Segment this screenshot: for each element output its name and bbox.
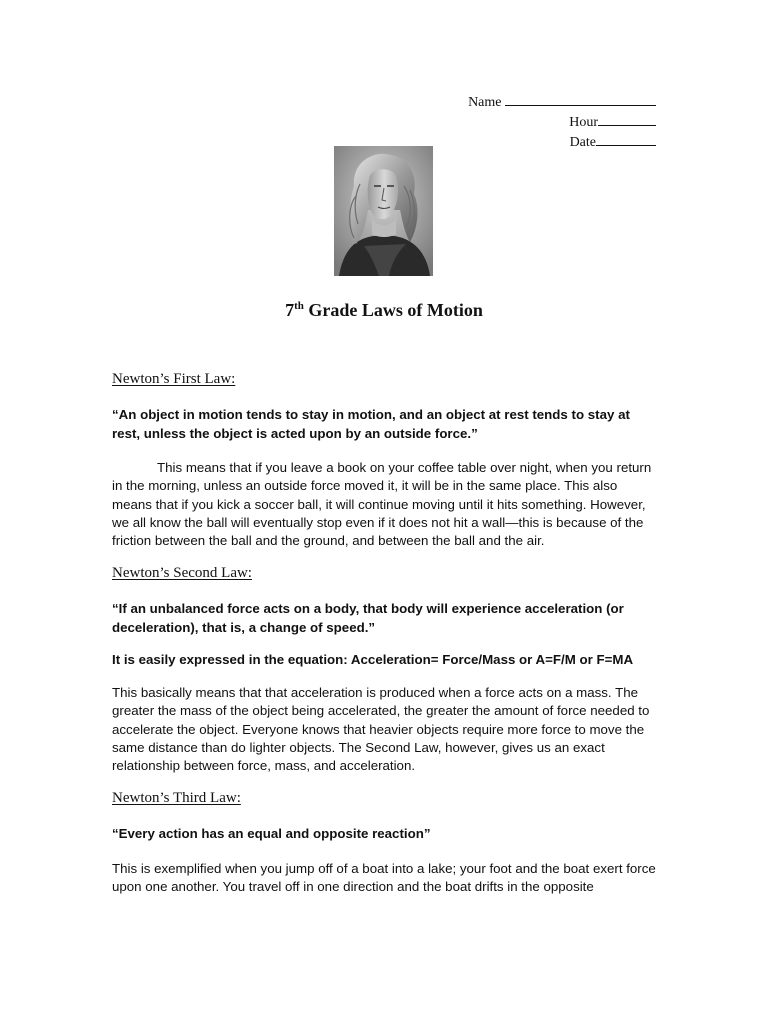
second-law-heading: Newton’s Second Law: — [112, 565, 252, 582]
hour-label: Hour — [569, 115, 598, 130]
second-law-section — [112, 562, 660, 775]
title-text: Grade Laws of Motion — [308, 300, 483, 320]
date-label: Date — [569, 135, 596, 150]
second-law-explanation: This basically means that that acceleration is produced when a force acts on a mass. The greater the mass of the object being accelerated, the greater the amount of force needed to accelerate the object. Everyone knows that heavier objects require more force to move the same distance than do lighter objects. The Second Law, however, gives us an exact relationship between force, mass, and acceleration. — [112, 684, 650, 774]
first-law-quote: “An object in motion tends to stay in motion, and an object at rest tends to stay at rest, unless the object is acted upon by an outside force.” — [112, 407, 630, 441]
third-law-quote: “Every action has an equal and opposite reaction” — [112, 826, 431, 842]
third-law-section — [112, 787, 660, 896]
first-law-section — [112, 368, 660, 550]
hour-blank — [598, 112, 656, 126]
second-law-equation: It is easily expressed in the equation: Acceleration= Force/Mass or A=F/M or F=MA — [112, 652, 634, 668]
newton-portrait — [334, 146, 433, 276]
title-superscript: th — [294, 300, 304, 312]
third-law-heading: Newton’s Third Law: — [112, 790, 241, 807]
name-field — [416, 92, 656, 112]
name-blank — [505, 92, 656, 106]
name-label: Name — [468, 95, 502, 110]
page-title — [0, 298, 768, 322]
first-law-heading: Newton’s First Law: — [112, 371, 236, 387]
laws-content — [112, 368, 660, 897]
second-law-quote: “If an unbalanced force acts on a body, that body will experience acceleration (or deceleration), that is, a change of speed.” — [112, 601, 624, 635]
hour-field — [416, 112, 656, 132]
title-number: 7 — [285, 300, 295, 320]
date-field — [416, 132, 656, 152]
third-law-explanation: This is exemplified when you jump off of a boat into a lake; your foot and the boat exert force upon one another. You travel off in one direction and the boat drifts in the opposite — [112, 860, 656, 895]
date-blank — [596, 132, 656, 146]
student-info-fields — [416, 92, 656, 152]
first-law-explanation: This means that if you leave a book on your coffee table over night, when you return in the morning, unless an outside force moved it, it will be in the same place. This also means that if you kick a soccer ball, it will continue moving until it hits something. However, we all know the ball will eventually stop even if it does not hit a wall—this is because of the friction between the ball and the ground, and between the ball and the air. — [112, 460, 652, 549]
